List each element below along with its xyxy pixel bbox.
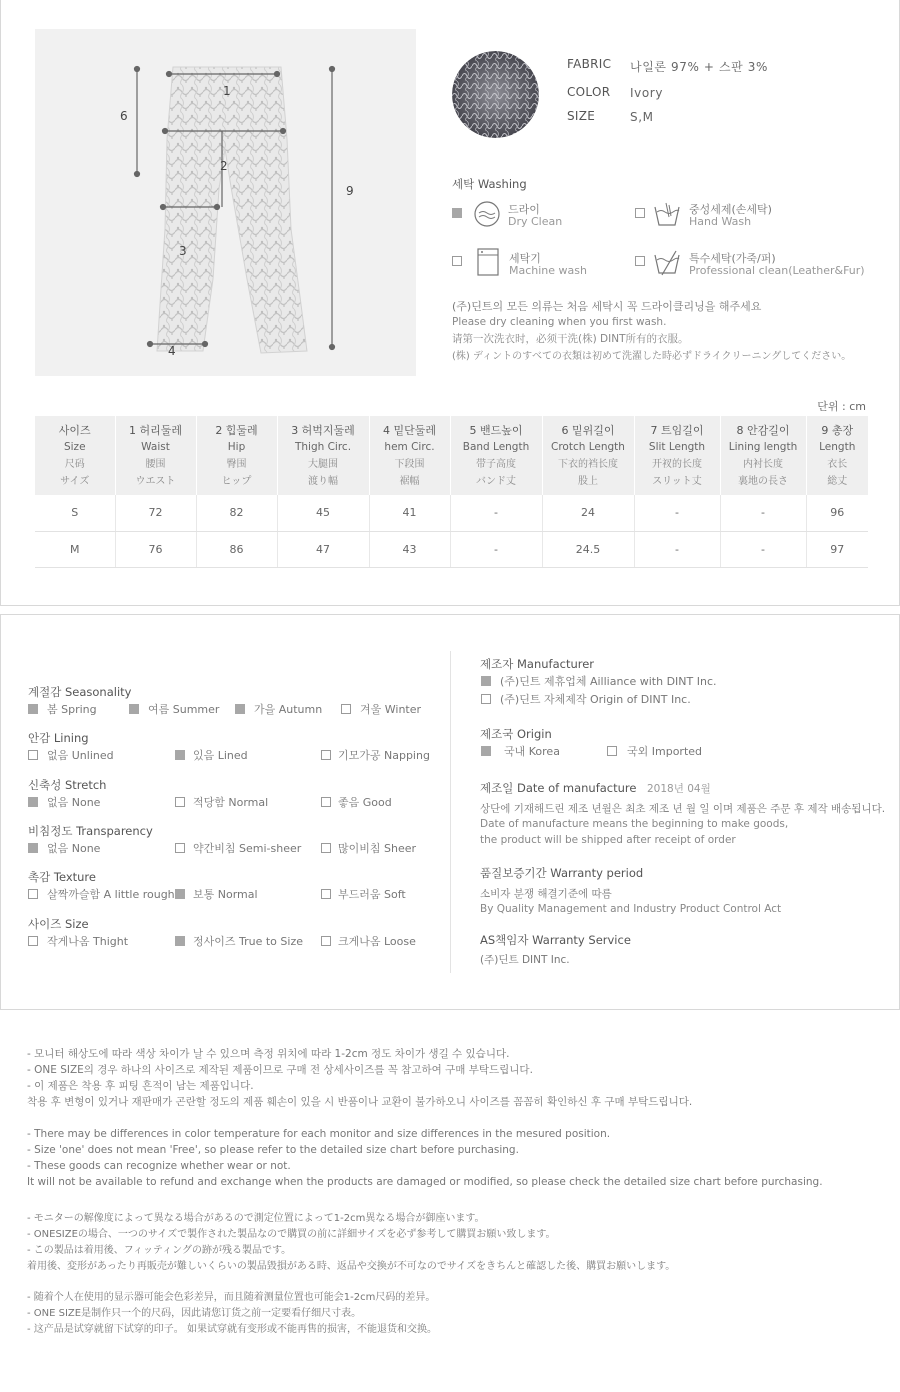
size-table <box>35 416 868 568</box>
table-cell: 96 <box>806 495 868 531</box>
stretch-none-label: 없음 None <box>47 796 101 809</box>
header-size: 사이즈 Size 尺码 サイズ <box>35 416 115 495</box>
unit-label: 단위 : cm <box>817 400 866 413</box>
table-cell: - <box>634 495 720 531</box>
table-cell: - <box>450 531 542 567</box>
notice-jp-3: - この製品は着用後、フィッティングの跡が残る製品です。 <box>27 1245 292 1256</box>
table-cell: M <box>35 531 115 567</box>
header-thigh: 3 허벅지둘레 Thigh Circ. 大腿围 渡り幅 <box>277 416 369 495</box>
measure-label-4: 4 <box>168 344 176 358</box>
professional-clean-checkbox[interactable] <box>635 256 645 266</box>
dry-clean-label-en: Dry Clean <box>508 215 563 228</box>
fabric-swatch-image <box>452 51 539 138</box>
date-note-en-2: the product will be shipped after receipt of order <box>480 834 736 846</box>
warranty-period-line-kr: 소비자 분쟁 해결기준에 따름 <box>480 888 612 900</box>
lining-napping-checkbox[interactable] <box>321 750 331 760</box>
stretch-good-checkbox[interactable] <box>321 797 331 807</box>
notice-cn-2: - ONE SIZE是制作只一个的尺码，因此请您订货之前一定要看仔细尺寸表。 <box>27 1308 362 1319</box>
header-crotch: 6 밑위길이 Crotch Length 下衣的裆长度 股上 <box>542 416 634 495</box>
transparency-sheer-checkbox[interactable] <box>321 843 331 853</box>
table-cell: 43 <box>369 531 450 567</box>
origin-imported-checkbox[interactable] <box>607 746 617 756</box>
fabric-value: 나일론 97% + 스판 3% <box>630 60 768 74</box>
size-true-checkbox[interactable] <box>175 936 185 946</box>
notice-jp-4: 着用後、変形があったり再販売が難しいくらいの製品毀損がある時、返品や交換が不可なのでサイズをきちんと確認した後、購買お願いします。 <box>27 1261 676 1272</box>
measure-label-9: 9 <box>346 184 354 198</box>
notice-kr-2: - ONE SIZE의 경우 하나의 사이즈로 제작된 제품이므로 구매 전 상세사이즈를 꼭 참고하여 구매 부탁드립니다. <box>27 1064 533 1076</box>
measure-label-6: 6 <box>120 109 128 123</box>
notice-en-1: - There may be differences in color temperature for each monitor and size differences in the mesured position. <box>27 1128 611 1140</box>
header-band: 5 밴드높이 Band Length 带子高度 バンド丈 <box>450 416 542 495</box>
manufacturer-origin-checkbox[interactable] <box>481 694 491 704</box>
lining-unlined-checkbox[interactable] <box>28 750 38 760</box>
transparency-none-label: 없음 None <box>47 842 101 855</box>
stretch-normal-label: 적당함 Normal <box>193 796 269 809</box>
origin-title: 제조국 Origin <box>480 727 552 741</box>
fabric-label: FABRIC <box>567 57 612 71</box>
notice-en-2: - Size 'one' does not mean 'Free', so please refer to the detailed size chart before purchasing. <box>27 1144 519 1156</box>
texture-title: 촉감 Texture <box>28 870 96 884</box>
lining-lined-checkbox[interactable] <box>175 750 185 760</box>
season-summer-label: 여름 Summer <box>148 703 220 716</box>
stretch-none-checkbox[interactable] <box>28 797 38 807</box>
notice-en-4: It will not be available to refund and exchange when the products are damaged or modified, so please check the detailed size chart before purchasing. <box>27 1176 823 1188</box>
texture-soft-label: 부드러움 Soft <box>338 888 406 901</box>
date-of-manufacture-value: 2018년 04월 <box>647 783 711 795</box>
warranty-service-title: AS책임자 Warranty Service <box>480 933 631 947</box>
table-cell: 97 <box>806 531 868 567</box>
season-winter-checkbox[interactable] <box>341 704 351 714</box>
hand-wash-checkbox[interactable] <box>635 208 645 218</box>
transparency-semi-label: 약간비침 Semi-sheer <box>193 842 302 855</box>
table-cell: 72 <box>115 495 196 531</box>
hand-wash-icon <box>652 199 682 229</box>
pants-shape <box>157 67 307 353</box>
lining-unlined-label: 없음 Unlined <box>47 749 114 762</box>
notice-kr-1: - 모니터 해상도에 따라 색상 차이가 날 수 있으며 측정 위치에 따라 1-2cm 정도 차이가 생길 수 있습니다. <box>27 1048 510 1060</box>
table-cell: S <box>35 495 115 531</box>
date-of-manufacture-title: 제조일 Date of manufacture <box>480 781 637 795</box>
origin-korea-label: 국내 Korea <box>504 745 560 758</box>
size-fit-title: 사이즈 Size <box>28 917 89 931</box>
transparency-semi-checkbox[interactable] <box>175 843 185 853</box>
table-cell: 86 <box>196 531 277 567</box>
season-spring-checkbox[interactable] <box>28 704 38 714</box>
notice-jp-1: - モニターの解像度によって異なる場合があるので測定位置によって1-2cm異なる場合が御座います。 <box>27 1213 485 1224</box>
table-cell: 41 <box>369 495 450 531</box>
washing-note-cn: 请第一次洗衣时，必须干洗(株) DINT所有的衣服。 <box>452 333 689 345</box>
table-cell: 24 <box>542 495 634 531</box>
season-autumn-label: 가을 Autumn <box>254 703 323 716</box>
table-cell: 45 <box>277 495 369 531</box>
season-summer-checkbox[interactable] <box>129 704 139 714</box>
machine-wash-label-kr: 세탁기 <box>509 252 541 265</box>
measure-label-2: 2 <box>220 159 228 173</box>
transparency-sheer-label: 많이비침 Sheer <box>338 842 417 855</box>
dry-clean-icon <box>473 200 501 228</box>
size-label: SIZE <box>567 109 596 123</box>
color-value: Ivory <box>630 86 664 100</box>
professional-clean-label-kr: 특수세탁(가죽/퍼) <box>689 252 776 265</box>
washing-title: 세탁 Washing <box>452 177 527 191</box>
size-true-label: 정사이즈 True to Size <box>193 935 303 948</box>
measure-label-3: 3 <box>179 244 187 258</box>
header-length: 9 총장 Length 衣长 総丈 <box>806 416 868 495</box>
pants-measurement-figure <box>35 29 416 376</box>
machine-wash-checkbox[interactable] <box>452 256 462 266</box>
product-attributes-card <box>0 614 900 1010</box>
size-loose-label: 크게나옴 Loose <box>338 935 416 948</box>
column-divider <box>450 651 451 973</box>
date-note-en-1: Date of manufacture means the beginning to make goods, <box>480 818 789 830</box>
stretch-normal-checkbox[interactable] <box>175 797 185 807</box>
table-cell: - <box>634 531 720 567</box>
table-cell: - <box>450 495 542 531</box>
season-winter-label: 겨울 Winter <box>360 703 422 716</box>
table-cell: - <box>720 495 806 531</box>
table-row <box>35 495 868 531</box>
texture-rough-label: 살짝까슬함 A little rough <box>47 888 175 901</box>
texture-normal-label: 보통 Normal <box>193 888 258 901</box>
washing-note-kr: (주)딘트의 모든 의류는 처음 세탁시 꼭 드라이클리닝을 해주세요 <box>452 300 762 313</box>
dry-clean-checkbox[interactable] <box>452 208 462 218</box>
transparency-none-checkbox[interactable] <box>28 843 38 853</box>
notice-kr-4: 착용 후 변형이 있거나 재판매가 곤란할 정도의 제품 훼손이 있을 시 반품이나 교환이 불가하오니 사이즈를 꼼꼼히 확인하신 후 구매 부탁드립니다. <box>27 1096 693 1108</box>
table-cell: - <box>720 531 806 567</box>
origin-korea-checkbox[interactable] <box>481 746 491 756</box>
manufacturer-origin-label: (주)딘트 자체제작 Origin of DINT Inc. <box>500 693 691 706</box>
notice-kr-3: - 이 제품은 착용 후 피팅 흔적이 남는 제품입니다. <box>27 1080 254 1092</box>
product-detail-card <box>0 0 900 606</box>
transparency-title: 비침정도 Transparency <box>28 824 153 838</box>
notice-en-3: - These goods can recognize whether wear or not. <box>27 1160 291 1172</box>
size-value: S,M <box>630 110 654 124</box>
washing-note-en: Please dry cleaning when you first wash. <box>452 316 667 328</box>
lining-lined-label: 있음 Lined <box>193 749 248 762</box>
date-note-kr: 상단에 기재해드린 제조 년월은 최초 제조 년 월 일 이며 제품은 주문 후 제작 배송됩니다. <box>480 803 886 815</box>
lining-napping-label: 기모가공 Napping <box>338 749 430 762</box>
texture-rough-checkbox[interactable] <box>28 889 38 899</box>
table-row <box>35 531 868 567</box>
warranty-period-title: 품질보증기간 Warranty period <box>480 866 644 880</box>
dry-clean-label-kr: 드라이 <box>508 203 540 216</box>
notice-jp-2: - ONESIZEの場合、一つのサイズで製作された製品なので購買の前に詳細サイズを必ず参考して購買お願い致します。 <box>27 1229 556 1240</box>
stretch-good-label: 좋음 Good <box>338 796 392 809</box>
warranty-period-line-en: By Quality Management and Industry Product Control Act <box>480 903 782 915</box>
header-hip: 2 힙둘레 Hip 臀围 ヒップ <box>196 416 277 495</box>
machine-wash-label-en: Machine wash <box>509 264 587 277</box>
machine-wash-icon <box>476 247 500 277</box>
table-cell: 82 <box>196 495 277 531</box>
header-waist: 1 허리둘레 Waist 腰围 ウエスト <box>115 416 196 495</box>
size-small-checkbox[interactable] <box>28 936 38 946</box>
professional-clean-icon <box>652 247 682 277</box>
professional-clean-label-en: Professional clean(Leather&Fur) <box>689 264 865 277</box>
table-cell: 76 <box>115 531 196 567</box>
pants-illustration <box>35 29 416 376</box>
manufacturer-title: 제조자 Manufacturer <box>480 657 595 671</box>
season-spring-label: 봄 Spring <box>47 703 97 716</box>
washing-note-jp: (株) ディントのすべての衣類は初めて洗濯した時必ずドライクリーニングしてください。 <box>452 351 852 362</box>
table-cell: 24.5 <box>542 531 634 567</box>
header-slit: 7 트임길이 Slit Length 开衩的长度 スリット丈 <box>634 416 720 495</box>
manufacturer-alliance-label: (주)딘트 제휴업체 Ailliance with DINT Inc. <box>500 675 717 688</box>
origin-imported-label: 국외 Imported <box>627 745 703 758</box>
notice-cn-3: - 这产品是试穿就留下试穿的印子。 如果试穿就有变形或不能再售的损害，不能退货和交换。 <box>27 1324 437 1335</box>
size-table-header-row <box>35 416 868 495</box>
seasonality-title: 계절감 Seasonality <box>28 685 132 699</box>
header-lining: 8 안감길이 Lining length 内衬长度 裏地の長さ <box>720 416 806 495</box>
stretch-title: 신축성 Stretch <box>28 778 107 792</box>
texture-normal-checkbox[interactable] <box>175 889 185 899</box>
hand-wash-label-kr: 중성세제(손세탁) <box>689 203 772 216</box>
season-autumn-checkbox[interactable] <box>235 704 245 714</box>
notice-cn-1: - 随着个人在使用的显示器可能会色彩差异，而且随着测量位置也可能会1-2cm尺码的差异。 <box>27 1292 436 1303</box>
size-loose-checkbox[interactable] <box>321 936 331 946</box>
warranty-service-line: (주)딘트 DINT Inc. <box>480 954 570 966</box>
hand-wash-label-en: Hand Wash <box>689 215 752 228</box>
table-cell: 47 <box>277 531 369 567</box>
lining-title: 안감 Lining <box>28 731 89 745</box>
manufacturer-alliance-checkbox[interactable] <box>481 676 491 686</box>
size-small-label: 작게나옴 Thight <box>47 935 129 948</box>
header-hem: 4 밑단둘레 hem Circ. 下段围 裾幅 <box>369 416 450 495</box>
texture-soft-checkbox[interactable] <box>321 889 331 899</box>
color-label: COLOR <box>567 85 611 99</box>
measure-label-1: 1 <box>223 84 231 98</box>
